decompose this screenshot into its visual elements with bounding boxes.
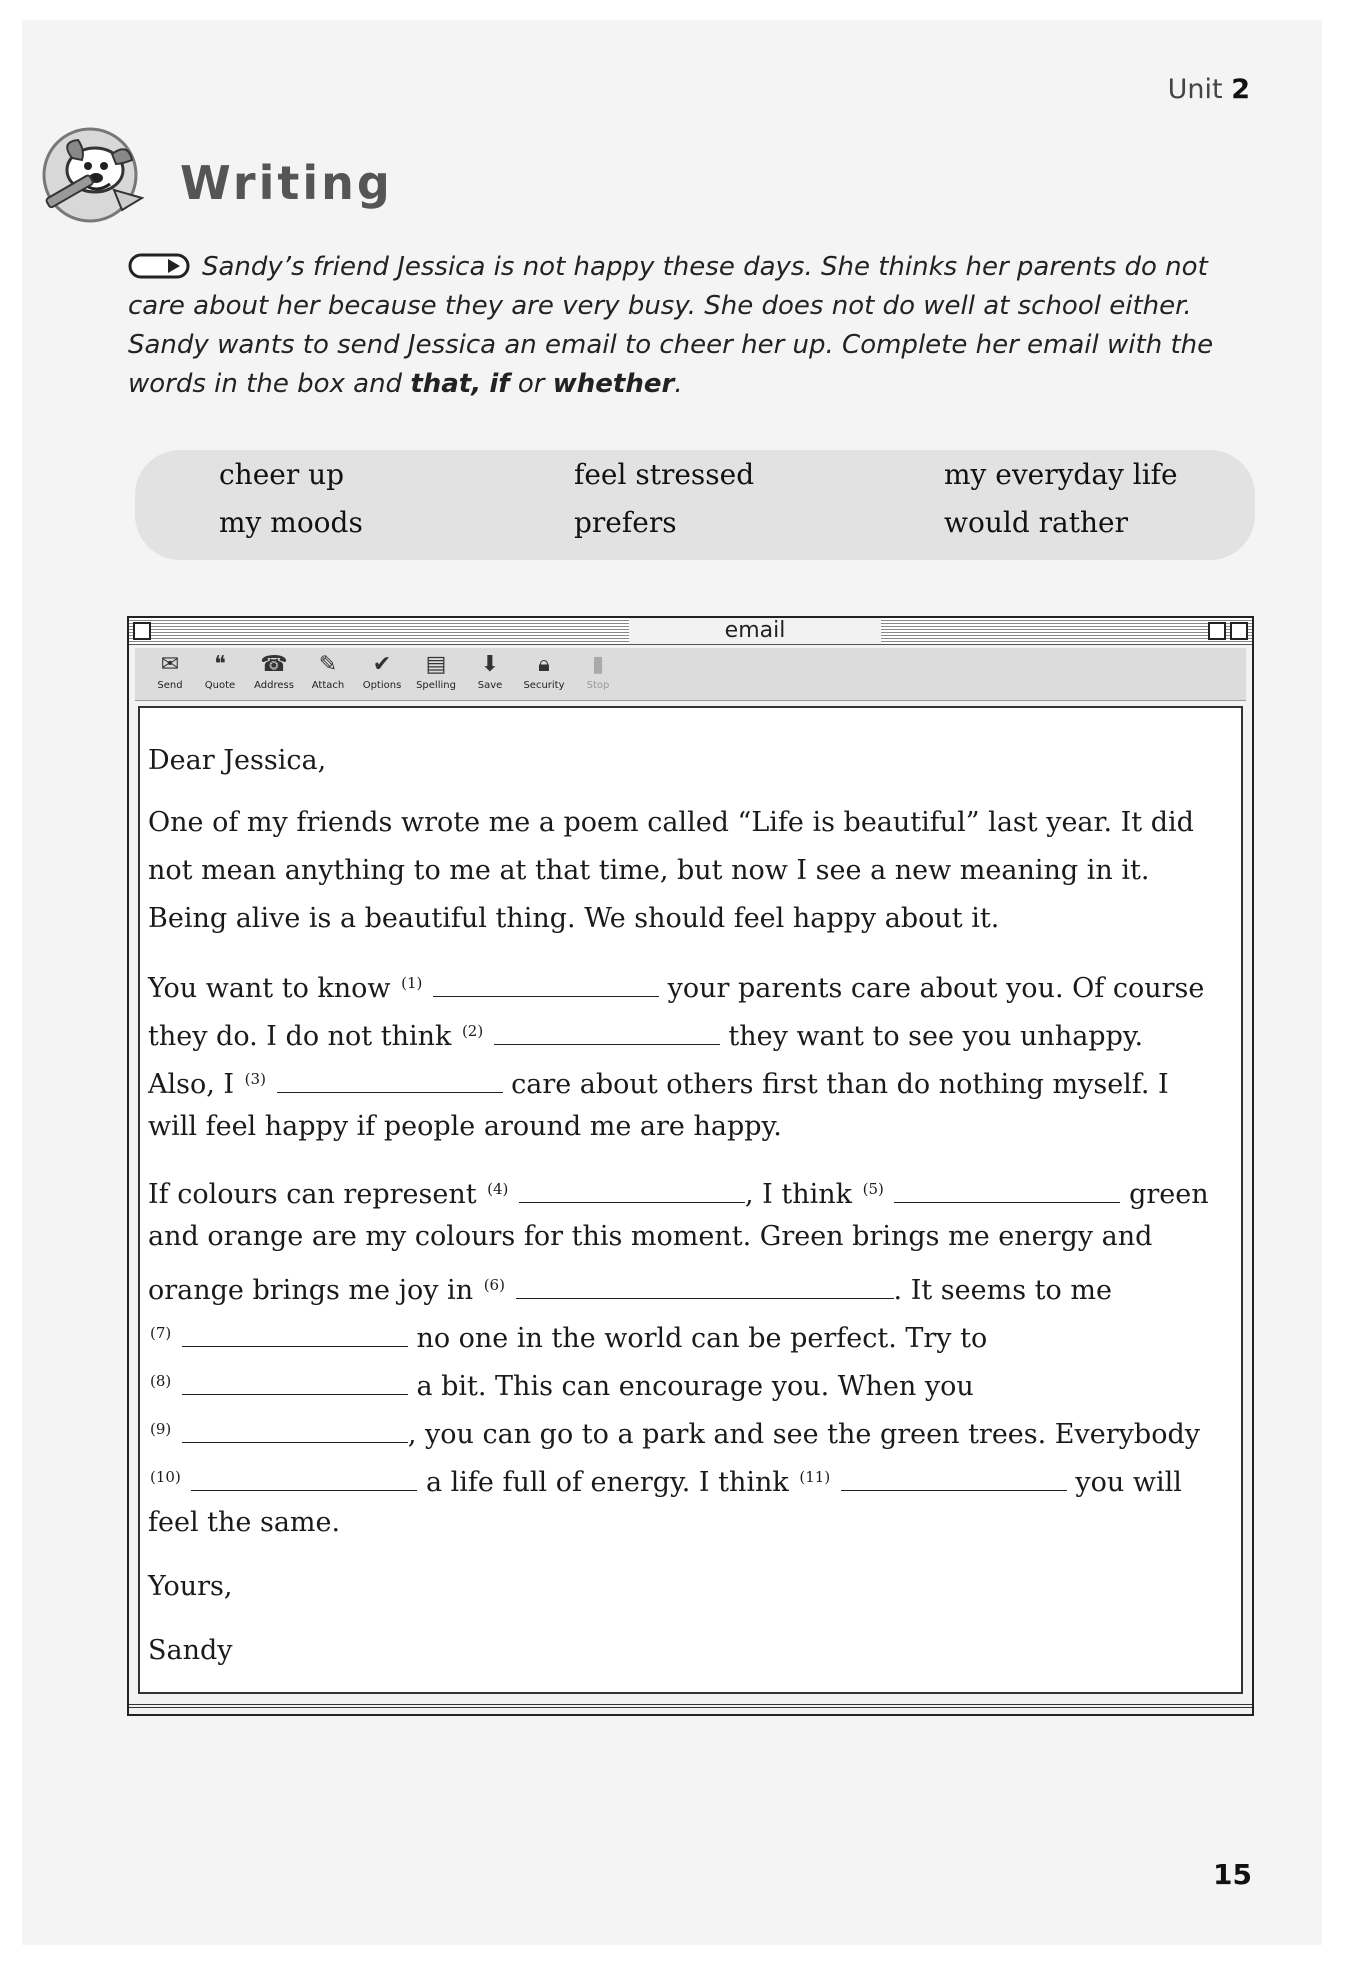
security-button[interactable]: 🔒︎ Security — [517, 650, 571, 691]
email-toolbar — [135, 648, 1246, 701]
email-text-line: orange brings me joy in $^{(6)}$ . It seems to me — [148, 1275, 1112, 1306]
send-icon: ✉ — [160, 652, 180, 677]
spelling-icon: ▤ — [425, 652, 447, 677]
answer-blank-11[interactable] — [841, 1470, 1067, 1491]
send-button[interactable]: ✉ Send — [143, 650, 197, 691]
blank-number: (1) — [401, 974, 423, 992]
blank-number: (2) — [461, 1022, 484, 1040]
blank-number: (5) — [862, 1180, 884, 1198]
email-text-line: they do. I do not think $^{(2)}$ they want to see you unhappy. — [148, 1021, 1144, 1052]
email-signature: Sandy — [148, 1635, 233, 1666]
email-greeting: Dear Jessica, — [148, 745, 327, 776]
word-box-item: cheer up — [219, 458, 345, 491]
spelling-button[interactable]: ▤ Spelling — [409, 650, 463, 691]
unit-indicator: Unit 2 — [1167, 74, 1250, 105]
blank-number: (7) — [150, 1324, 172, 1342]
email-text-line: One of my friends wrote me a poem called “Life is beautiful” last year. It did — [148, 807, 1194, 838]
answer-blank-2[interactable] — [494, 1024, 720, 1045]
section-heading: Writing — [180, 156, 393, 210]
email-text-line: will feel happy if people around me are happy. — [148, 1111, 782, 1142]
answer-blank-5[interactable] — [894, 1182, 1120, 1203]
email-text-line: You want to know $^{(1)}$ your parents care about you. Of course — [148, 973, 1205, 1004]
attach-icon: ✎ — [318, 652, 338, 677]
answer-blank-10[interactable] — [191, 1470, 417, 1491]
answer-blank-6[interactable] — [516, 1278, 894, 1299]
email-text-line: If colours can represent $^{(4)}$ , I think $^{(5)}$ green — [148, 1179, 1209, 1210]
quote-icon: ❝ — [214, 652, 226, 677]
collapse-box-icon[interactable] — [1230, 622, 1248, 640]
answer-blank-3[interactable] — [277, 1072, 503, 1093]
email-text-line: Being alive is a beautiful thing. We should feel happy about it. — [148, 903, 1000, 934]
instructions-text: Sandy’s friend Jessica is not happy these days. She thinks her parents do not care about her because they are very busy. She does not do well at school either. Sandy wants to send Jessica an email to cheer her up. Complete her email with the words in the box and — [128, 252, 1214, 399]
email-text-line: $^{(7)}$ no one in the world can be perfect. Try to — [150, 1323, 988, 1354]
stop-button[interactable]: ▮ Stop — [571, 650, 625, 691]
security-icon: 🔒︎ — [538, 652, 550, 677]
answer-blank-4[interactable] — [519, 1182, 745, 1203]
answer-blank-1[interactable] — [433, 976, 659, 997]
email-text-line: Also, I $^{(3)}$ care about others first than do nothing myself. I — [148, 1069, 1169, 1100]
blank-number: (4) — [487, 1180, 509, 1198]
save-button[interactable]: ⬇ Save — [463, 650, 517, 691]
word-box-item: feel stressed — [574, 458, 755, 491]
email-text-line: and orange are my colours for this moment. Green brings me energy and — [148, 1221, 1153, 1252]
dog-mascot-icon — [30, 120, 155, 225]
email-title-bar — [129, 618, 1252, 645]
blank-number: (11) — [799, 1468, 831, 1486]
save-icon: ⬇ — [480, 652, 500, 677]
answer-blank-7[interactable] — [182, 1326, 408, 1347]
email-text-line: not mean anything to me at that time, but now I see a new meaning in it. — [148, 855, 1150, 886]
blank-number: (3) — [244, 1070, 266, 1088]
zoom-box-icon[interactable] — [1208, 622, 1226, 640]
blank-number: (10) — [150, 1468, 181, 1486]
email-window — [127, 616, 1254, 1716]
quote-button[interactable]: ❝ Quote — [193, 650, 247, 691]
blank-number: (8) — [150, 1372, 172, 1390]
page-number: 15 — [1213, 1858, 1252, 1891]
email-text-line: $^{(8)}$ a bit. This can encourage you. When you — [150, 1371, 974, 1402]
email-footer-rule — [129, 1704, 1252, 1708]
answer-blank-9[interactable] — [182, 1422, 408, 1443]
address-book-icon: ☎ — [260, 652, 288, 677]
email-text-line: $^{(9)}$ , you can go to a park and see the green trees. Everybody — [150, 1419, 1200, 1450]
exercise-instructions: Sandy’s friend Jessica is not happy these days. She thinks her parents do not care about her because they are very busy. She does not do well at school either. Sandy wants to send Jessica an email to cheer her up. Complete her email with the words in the box and that, if or whether. — [128, 252, 1214, 399]
blank-number: (6) — [483, 1276, 505, 1294]
word-box-item: my everyday life — [944, 458, 1178, 491]
close-box-icon[interactable] — [133, 622, 151, 640]
options-icon: ✔ — [372, 652, 392, 677]
word-box-item: my moods — [219, 506, 363, 539]
stop-icon: ▮ — [591, 652, 605, 677]
word-box-item: would rather — [944, 506, 1128, 539]
address-button[interactable]: ☎ Address — [247, 650, 301, 691]
word-box-item: prefers — [574, 506, 677, 539]
options-button[interactable]: ✔ Options — [355, 650, 409, 691]
email-window-title: email — [629, 618, 881, 644]
email-text-line: feel the same. — [148, 1507, 341, 1538]
email-closing: Yours, — [148, 1571, 233, 1602]
answer-blank-8[interactable] — [182, 1374, 408, 1395]
cd-icon — [128, 253, 192, 279]
blank-number: (9) — [150, 1420, 172, 1438]
word-box — [135, 450, 1255, 560]
email-text-line: $^{(10)}$ a life full of energy. I think $^{(11)}$ you will — [150, 1467, 1182, 1498]
attach-button[interactable]: ✎ Attach — [301, 650, 355, 691]
